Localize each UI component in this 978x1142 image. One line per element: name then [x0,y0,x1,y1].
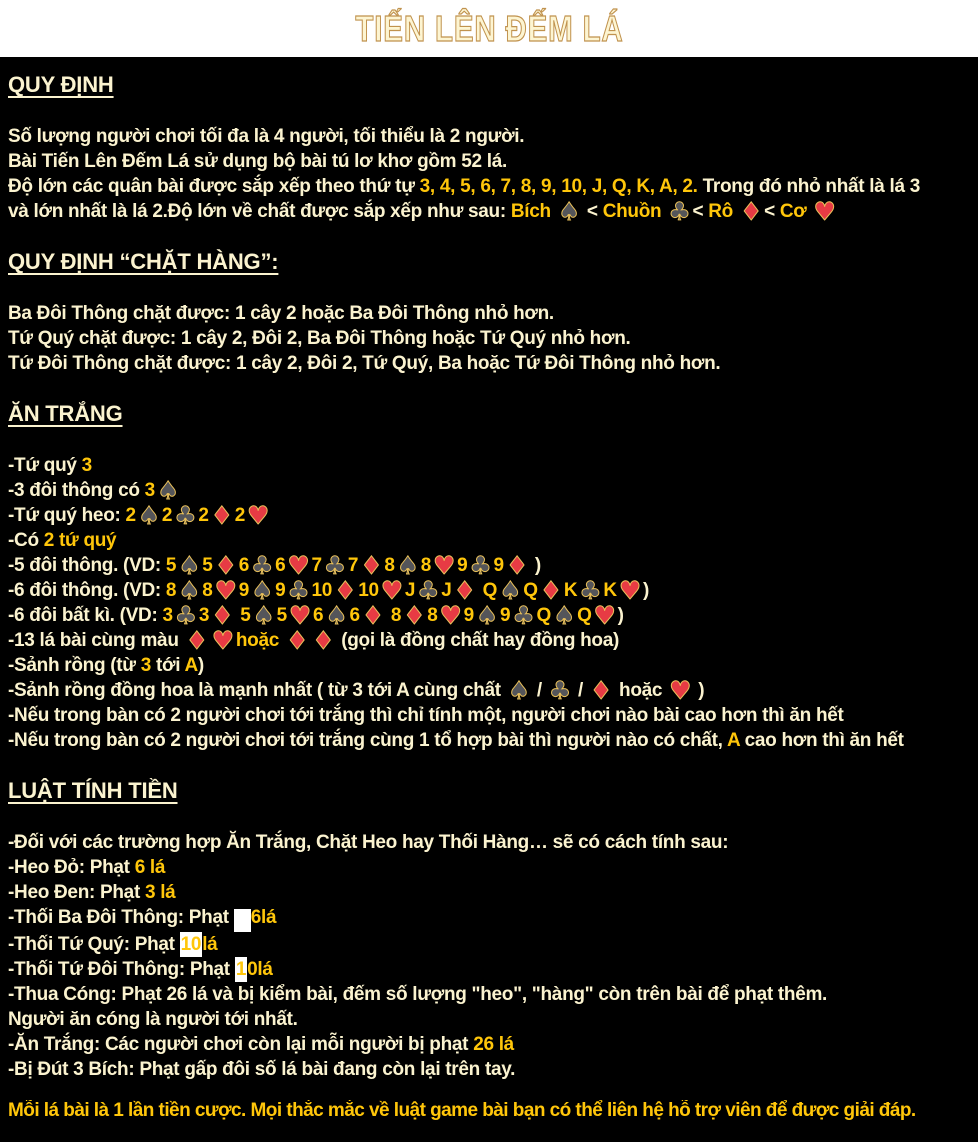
heart-icon: ♥ [439,603,462,628]
spade-icon: ♠ [557,199,580,224]
text-segment [234,909,251,932]
text-segment: 2 [161,505,173,526]
text-segment: và lớn nhất là lá 2.Độ lớn về chất được sắp xếp như sau: [8,201,511,222]
rule-line [8,503,976,528]
rule-line [8,478,976,503]
heart-icon: ♥ [669,678,692,703]
text-segment: < [692,201,709,222]
text-segment: 3 [162,605,173,626]
rule-line [8,199,976,224]
text-segment: 5 [165,555,177,576]
rule-line [8,301,976,326]
text-segment: -Nếu trong bàn có 2 người chơi tới trắng cùng 1 tổ hợp bài thì người nào có chất, [8,730,727,751]
club-icon: ♣ [512,603,535,628]
text-segment: K [563,580,578,601]
text-segment: -Sảnh rồng (từ [8,655,141,676]
spade-icon: ♠ [250,578,274,603]
rule-line [8,1032,976,1057]
text-segment: Q [536,605,551,626]
text-segment: Trong đó nhỏ nhất là lá 3 [697,176,920,197]
rule-line [8,326,976,351]
diamond-icon: ♦ [285,628,309,653]
diamond-icon: ♦ [360,553,383,578]
rule-line [8,1057,976,1082]
text-segment: 9 [238,580,249,601]
spade-icon: ♠ [178,553,201,578]
text-segment: / [531,680,547,701]
text-segment: 2 [234,505,246,526]
text-segment: -Sảnh rồng đồng hoa là mạnh nhất ( từ 3 tới A cùng chất [8,680,506,701]
text-segment: ) [642,580,649,601]
diamond-icon: ♦ [403,603,426,628]
text-segment: lá [202,934,218,955]
text-segment: cao hơn thì ăn hết [739,730,904,751]
text-segment: 0lá [247,959,273,980]
text-segment: -Thua Cóng: Phạt 26 lá và bị kiểm bài, đếm số lượng "heo", "hàng" còn trên bài để phạt thêm. [8,984,828,1005]
rule-line [8,628,976,653]
text-segment: -Heo Đen: Phạt [8,882,145,903]
text-segment: 3 lá [144,882,176,903]
rule-line [8,932,976,957]
text-segment: K [603,580,617,601]
spade-icon: ♠ [475,603,499,628]
diamond-icon: ♦ [539,578,562,603]
rule-line [8,149,976,174]
text-segment: -Tứ quý [8,455,82,476]
text-segment: Bài Tiến Lên Đếm Lá sử dụng bộ bài tú lơ khơ gồm 52 lá. [8,151,507,172]
text-segment: -Ăn Trắng: Các người chơi còn lại mỗi người bị phạt [8,1034,474,1055]
text-segment: Ba Đôi Thông chặt được: 1 cây 2 hoặc Ba Đôi Thông nhỏ hơn. [8,303,554,324]
rule-line [8,905,976,932]
club-icon: ♣ [323,553,346,578]
spade-icon: ♠ [252,603,275,628]
rule-line [8,830,976,855]
text-segment: < [764,201,780,222]
text-segment: 9 [275,580,286,601]
club-icon: ♣ [668,199,691,224]
text-segment: 9 [500,605,511,626]
rule-line [8,728,976,753]
text-segment: ) [529,555,541,576]
diamond-icon: ♦ [453,578,476,603]
heart-icon: ♥ [211,628,234,653]
rule-line [8,453,976,478]
diamond-icon: ♦ [312,628,335,653]
text-segment: -5 đôi thông. (VD: [8,555,166,576]
rules-section [8,778,976,1082]
heart-icon: ♥ [287,553,310,578]
text-segment: J [404,580,416,601]
rules-section [8,401,976,753]
rule-line [8,603,976,628]
club-icon: ♣ [579,578,602,603]
spade-icon: ♠ [325,603,348,628]
rule-line [8,703,976,728]
rule-line [8,528,976,553]
spade-icon: ♠ [396,553,419,578]
footer-note: Mỗi lá bài là 1 lần tiền cược. Mọi thắc mắc về luật game bài bạn có thể liên hệ hỗ trợ viên để được giải đáp. [8,1100,916,1121]
club-icon: ♣ [250,553,274,578]
text-segment: -Thối Ba Đôi Thông: Phạt [8,907,234,928]
text-segment: -6 đôi bất kì. (VD: [8,605,163,626]
text-segment: 2 [198,505,209,526]
text-segment: Độ lớn các quân bài được sắp xếp theo thứ tự [8,176,420,197]
heart-icon: ♥ [288,603,312,628]
spade-icon: ♠ [178,578,201,603]
text-segment: Q [477,580,498,601]
text-segment: Người ăn cóng là người tới nhất. [8,1009,298,1030]
rule-line [8,653,976,678]
text-segment: 9 [457,555,468,576]
title-band [0,0,978,57]
rules-content [0,57,978,1122]
text-segment: ) [617,605,624,626]
rule-line [8,880,976,905]
text-segment: 8 [427,605,438,626]
section-heading: QUY ĐỊNH “CHẶT HÀNG”: [8,249,279,274]
text-segment: 3 [198,605,210,626]
text-segment: Số lượng người chơi tối đa là 4 người, tối thiểu là 2 người. [8,126,525,147]
text-segment: Q [577,605,592,626]
text-segment: / [572,680,588,701]
text-segment: 3, 4, 5, 6, 7, 8, 9, 10, J, Q, K, A, 2. [419,176,698,197]
diamond-icon: ♦ [185,628,208,653]
rule-line [8,855,976,880]
text-segment: -6 đôi thông. (VD: [8,580,166,601]
heart-icon: ♥ [618,578,641,603]
rule-line [8,957,976,982]
diamond-icon: ♦ [214,553,237,578]
club-icon: ♣ [417,578,440,603]
spade-icon: ♠ [552,603,576,628]
diamond-icon: ♦ [334,578,357,603]
rule-line [8,982,976,1007]
text-segment: -Đối với các trường hợp Ăn Trắng, Chặt Heo hay Thối Hàng… sẽ có cách tính sau: [8,832,729,853]
text-segment: tới [151,655,185,676]
text-segment: 8 [385,605,402,626]
text-segment: 2 [125,505,136,526]
club-icon: ♣ [548,678,571,703]
text-segment: -Thối Tứ Đôi Thông: Phạt [8,959,235,980]
heart-icon: ♥ [214,578,237,603]
text-segment: Tứ Đôi Thông chặt được: 1 cây 2, Đôi 2, Tứ Quý, Ba hoặc Tứ Đôi Thông nhỏ hơn. [8,353,721,374]
text-segment: 8 [165,580,177,601]
text-segment: Cơ [779,201,812,222]
text-segment: Bích [510,201,556,222]
spade-icon: ♠ [156,478,180,503]
text-segment: 3 [140,655,152,676]
diamond-icon: ♦ [361,603,384,628]
rules-section [8,72,976,224]
text-segment: 3 [81,455,92,476]
text-segment: 8 [202,580,213,601]
section-heading: QUY ĐỊNH [8,72,114,97]
rule-line [8,1007,976,1032]
spade-icon: ♠ [507,678,530,703]
club-icon: ♣ [174,503,197,528]
text-segment: 9 [463,605,474,626]
text-segment: (gọi là đồng chất hay đồng hoa) [336,630,620,651]
text-segment: -Heo Đỏ: Phạt [8,857,135,878]
text-segment: 26 lá [473,1034,514,1055]
rules-section [8,249,976,376]
heart-icon: ♥ [593,603,616,628]
text-segment: 10 [311,580,333,601]
spade-icon: ♠ [137,503,160,528]
club-icon: ♣ [174,603,197,628]
text-segment: 6 [275,555,286,576]
text-segment: 5 [276,605,287,626]
text-segment: hoặc [235,630,284,651]
page-title: TIẾN LÊN ĐẾM LÁ [354,7,624,49]
text-segment: 3 [144,480,155,501]
text-segment: -Bị Đút 3 Bích: Phạt gấp đôi số lá bài đang còn lại trên tay. [8,1059,516,1080]
heart-icon: ♥ [433,553,456,578]
rule-line [8,578,976,603]
text-segment: 6 [313,605,324,626]
text-segment: 6 lá [134,857,166,878]
rule-line [8,351,976,376]
text-segment: 7 [311,555,322,576]
text-segment: 9 [493,555,504,576]
text-segment: < [581,201,603,222]
rule-line [8,174,976,199]
text-segment: 7 [347,555,359,576]
section-heading: ĂN TRẮNG [8,401,123,426]
text-segment: 10 [358,580,379,601]
rule-line [8,553,976,578]
text-segment: -Có [8,530,44,551]
text-segment: 2 tứ quý [43,530,117,551]
section-heading: LUẬT TÍNH TIỀN [8,778,178,803]
diamond-icon: ♦ [210,503,233,528]
rule-line [8,678,976,703]
text-segment: 8 [420,555,432,576]
diamond-icon: ♦ [505,553,528,578]
text-segment: 6 [238,555,249,576]
text-segment: -Nếu trong bàn có 2 người chơi tới trắng thì chỉ tính một, người chơi nào bài cao hơn thì ăn hết [8,705,844,726]
text-segment: 8 [384,555,395,576]
rule-line [8,124,976,149]
diamond-icon: ♦ [211,603,234,628]
club-icon: ♣ [287,578,310,603]
text-segment: 6 [349,605,360,626]
text-segment: 1 [235,959,247,980]
text-segment: A [184,655,198,676]
text-segment: ) [197,655,204,676]
text-segment: -3 đôi thông có [8,480,145,501]
diamond-icon: ♦ [589,678,613,703]
text-segment: ) [693,680,705,701]
text-segment: -Thối Tứ Quý: Phạt [8,934,180,955]
text-segment: 6lá [250,907,277,928]
text-segment: Q [523,580,538,601]
diamond-icon: ♦ [739,199,763,224]
heart-icon: ♥ [813,199,836,224]
text-segment: -Tứ quý heo: [8,505,126,526]
text-segment: hoặc [614,680,668,701]
heart-icon: ♥ [380,578,403,603]
text-segment: 5 [202,555,213,576]
club-icon: ♣ [469,553,492,578]
text-segment: Chuồn [602,201,667,222]
text-segment: Tứ Quý chặt được: 1 cây 2, Đôi 2, Ba Đôi Thông hoặc Tứ Quý nhỏ hơn. [8,328,631,349]
text-segment: A [726,730,740,751]
text-segment: -13 lá bài cùng màu [8,630,184,651]
text-segment: 10 [180,934,202,955]
text-segment: 5 [235,605,251,626]
text-segment: J [441,580,452,601]
text-segment: Rô [708,201,738,222]
heart-icon: ♥ [247,503,270,528]
spade-icon: ♠ [499,578,522,603]
